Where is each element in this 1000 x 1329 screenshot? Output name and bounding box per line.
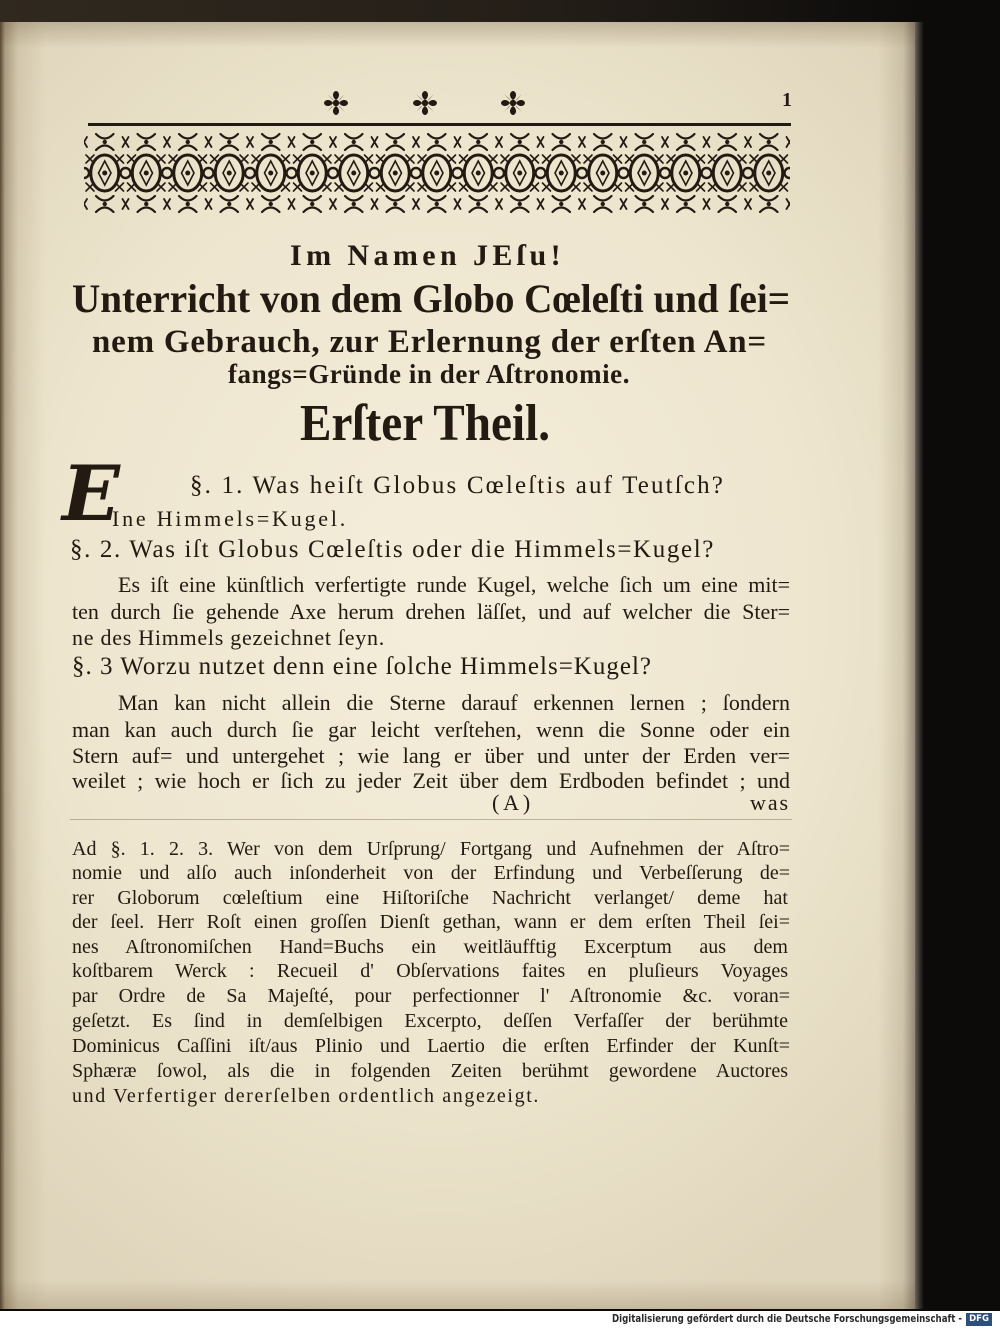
part-heading xyxy=(300,393,550,455)
ornamental-border xyxy=(84,128,794,218)
footnote-line xyxy=(72,1009,788,1033)
answer-line-text: man kan auch durch ſie gar leicht verſtehen, wenn die Sonne oder ein xyxy=(72,717,790,742)
section-2-answer-line xyxy=(72,599,790,625)
part-heading-text: Erſter Theil. xyxy=(300,395,550,452)
section-3-answer-line xyxy=(72,743,790,769)
answer-line-text: weilet ; wie hoch er ſich zu jeder Zeit über dem Erdboden befindet ; und xyxy=(72,768,790,793)
catchword-text: was xyxy=(750,790,790,815)
fleuron-icon xyxy=(500,90,526,116)
funding-credit xyxy=(612,1313,962,1326)
drop-cap: E xyxy=(62,449,120,538)
signature-mark xyxy=(492,790,534,816)
footnote-line-text: koſtbarem Werck : Recueil d' Obſervations faites en pluſieurs Voyages xyxy=(72,960,788,982)
footnote-line xyxy=(72,910,790,934)
footnote-line-text: Ad §. 1. 2. 3. Wer von dem Urſprung/ Fortgang und Aufnehmen der Aſtro= xyxy=(72,838,790,860)
invocation-text: Im Namen JEſu! xyxy=(290,239,565,272)
title-line xyxy=(228,358,630,390)
footnote-line xyxy=(72,1034,790,1058)
answer-line-text: Ine Himmels=Kugel. xyxy=(112,506,348,531)
section-3-answer-line xyxy=(72,717,790,743)
footnote-line xyxy=(72,837,790,861)
title-line-text: fangs=Gründe in der Aſtronomie. xyxy=(228,359,630,389)
head-rule xyxy=(88,123,791,126)
page-number xyxy=(782,88,796,112)
section-2-question xyxy=(70,535,715,565)
scanner-top-edge xyxy=(0,0,1000,22)
title-line xyxy=(72,275,790,323)
answer-line-text: ten durch ſie gehende Axe herum drehen läſſet, und auf welcher die Ster= xyxy=(72,599,790,624)
signature-mark-text: (A) xyxy=(492,790,534,815)
funding-credit-text: Digitalisierung gefördert durch die Deutsche Forschungsgemeinschaft - xyxy=(612,1313,962,1325)
footnote-line-text: nes Aſtronomiſchen Hand=Buchs ein weitläufftig Excerptum aus dem xyxy=(72,936,788,958)
footnote-line-text: nomie und alſo auch inſonderheit von der Erfindung und Verbeſſerung de= xyxy=(72,862,790,884)
section-3-question xyxy=(72,652,652,682)
section-3-question-text: §. 3 Worzu nutzet denn eine ſolche Himmels=Kugel? xyxy=(72,653,652,680)
footnote-line xyxy=(72,1084,540,1108)
footnote-line xyxy=(72,886,788,910)
title-line-text: Unterricht von dem Globo Cœleſti und ſei= xyxy=(72,276,790,321)
invocation xyxy=(290,238,565,274)
footnote-line-text: der ſeel. Herr Roſt einen groſſen Dienſt gethan, wann er dem erſten Theil ſei= xyxy=(72,911,790,933)
footnote-line-text: par Ordre de Sa Majeſté, pour perfectionner l' Aſtronomie &c. voran= xyxy=(72,985,790,1007)
footnote-line-text: Sphæræ ſowol, als die in folgenden Zeiten berühmt gewordene Auctores xyxy=(72,1060,788,1082)
section-1-question-text: §. 1. Was heiſt Globus Cœleſtis auf Teutſch? xyxy=(190,472,725,499)
section-3-answer-line xyxy=(72,768,790,794)
answer-line-text: ne des Himmels gezeichnet ſeyn. xyxy=(72,625,385,650)
section-1-question xyxy=(190,471,725,501)
footnote-line xyxy=(72,861,790,885)
section-3-answer-line xyxy=(118,690,790,716)
footnote-line-text: rer Globorum cœleſtium eine Hiſtoriſche Nachricht verlanget/ deme hat xyxy=(72,887,788,909)
answer-line-text: Man kan nicht allein die Sterne darauf erkennen lernen ; ſondern xyxy=(118,690,790,715)
catchword xyxy=(750,790,790,816)
footnote-line xyxy=(72,959,788,983)
page-number-text: 1 xyxy=(782,89,792,111)
title-line xyxy=(92,323,767,363)
footnote-line-text: geſetzt. Es ſind in demſelbigen Excerpto, deſſen Verfaſſer der berühmte xyxy=(72,1010,788,1032)
answer-line-text: Stern auf= und untergehet ; wie lang er über und unter der Erden ver= xyxy=(72,743,790,768)
footnote-line xyxy=(72,935,788,959)
footnote-line xyxy=(72,984,790,1008)
title-line-text: nem Gebrauch, zur Erlernung der erſten An= xyxy=(92,324,767,360)
page-edge-shadow xyxy=(915,22,924,1309)
dfg-logo: DFG xyxy=(966,1313,992,1326)
footnote-separator xyxy=(70,819,792,820)
section-2-answer-line xyxy=(72,625,385,651)
section-1-answer-line xyxy=(112,506,348,532)
section-2-answer-line xyxy=(118,572,790,598)
footnote-line xyxy=(72,1059,788,1083)
footnote-line-text: und Verfertiger dererſelben ordentlich angezeigt. xyxy=(72,1085,540,1107)
footnote-line-text: Dominicus Caſſini iſt/aus Plinio und Laertio die erſten Erfinder der Kunſt= xyxy=(72,1035,790,1057)
fleuron-icon xyxy=(412,90,438,116)
answer-line-text: Es iſt eine künſtlich verfertigte runde Kugel, welche ſich um eine mit= xyxy=(118,572,790,597)
section-2-question-text: §. 2. Was iſt Globus Cœleſtis oder die Himmels=Kugel? xyxy=(70,536,715,563)
fleuron-icon xyxy=(323,90,349,116)
